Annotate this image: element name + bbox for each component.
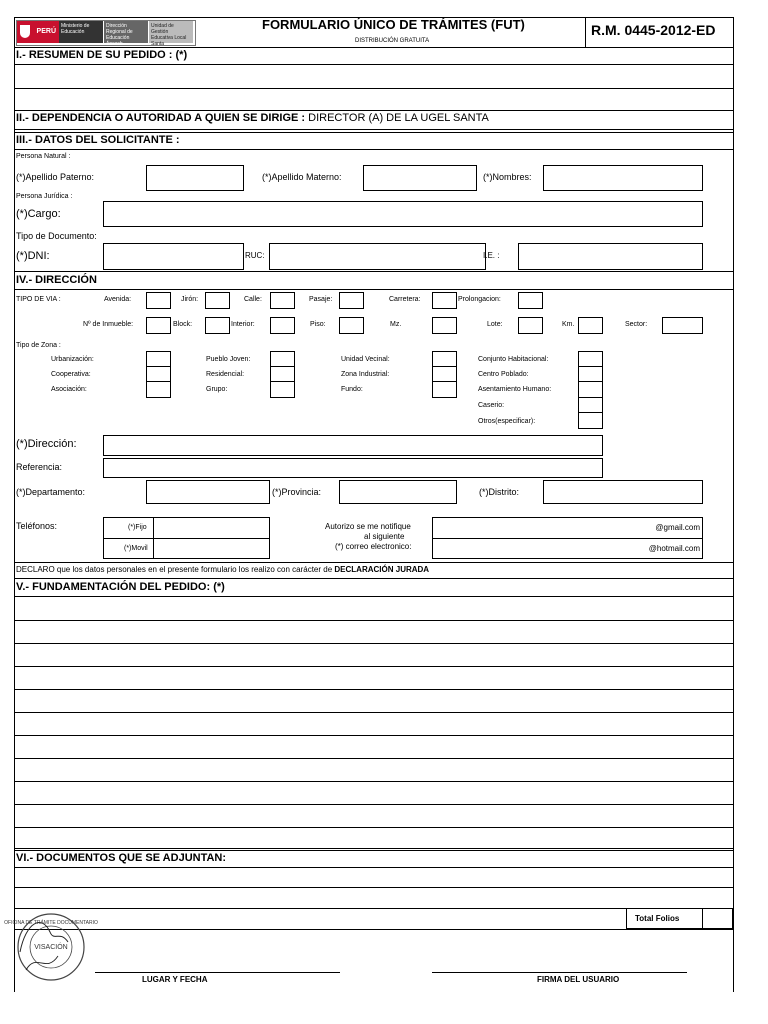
jiron-box[interactable]	[205, 292, 230, 309]
firma-usuario-label: FIRMA DEL USUARIO	[537, 975, 620, 984]
rule	[14, 149, 733, 150]
direccion-label: (*)Dirección:	[16, 438, 77, 450]
sector-box[interactable]	[662, 317, 703, 334]
distrito-input[interactable]	[543, 480, 703, 504]
ie-label: I.E. :	[483, 251, 500, 260]
departamento-input[interactable]	[146, 480, 270, 504]
tipo-zona-label: Tipo de Zona :	[16, 342, 61, 349]
lugar-fecha-label: LUGAR Y FECHA	[142, 975, 208, 984]
section-5-title: V.- FUNDAMENTACIÓN DEL PEDIDO: (*)	[16, 581, 225, 593]
movil-label: (*)Movil	[124, 545, 148, 552]
asentamiento-label: Asentamiento Humano:	[478, 386, 552, 393]
cargo-input[interactable]	[103, 201, 703, 227]
gmail-suffix: @gmail.com	[655, 523, 700, 532]
ruc-input[interactable]	[269, 243, 486, 270]
direccion-input[interactable]	[103, 435, 603, 456]
rule	[14, 47, 733, 48]
provincia-label: (*)Provincia:	[272, 487, 322, 497]
dni-input[interactable]	[103, 243, 244, 270]
rule	[14, 562, 733, 563]
movil-input[interactable]	[154, 539, 269, 558]
telefonos-table	[103, 517, 270, 559]
zona-industrial-box[interactable]	[432, 366, 457, 382]
resumen-line-1[interactable]	[14, 65, 733, 87]
hotmail-suffix: @hotmail.com	[648, 544, 700, 553]
autorizo-label-3: (*) correo electronico:	[335, 542, 412, 551]
asentamiento-box[interactable]	[578, 381, 603, 398]
section-1-title: I.- RESUMEN DE SU PEDIDO : (*)	[16, 49, 188, 61]
calle-label: Calle:	[244, 296, 262, 303]
interior-box[interactable]	[270, 317, 295, 334]
pueblo-joven-label: Pueblo Joven:	[206, 356, 251, 363]
email-table	[432, 517, 703, 559]
rule	[14, 929, 733, 930]
block-label: Block:	[173, 321, 193, 328]
cooperativa-box[interactable]	[146, 366, 171, 382]
declaracion-jurada: DECLARACIÓN JURADA	[334, 565, 430, 574]
apellido-materno-label: (*)Apellido Materno:	[262, 172, 342, 182]
mz-box[interactable]	[432, 317, 457, 334]
urbanizacion-box[interactable]	[146, 351, 171, 367]
rule	[14, 850, 733, 851]
zona-industrial-label: Zona Industrial:	[341, 371, 390, 378]
section-2-label: II.- DEPENDENCIA O AUTORIDAD A QUIEN SE DIRIGE :	[16, 112, 306, 124]
prolongacion-label: Prolongacion:	[458, 296, 501, 303]
section-6-title: VI.- DOCUMENTOS QUE SE ADJUNTAN:	[16, 852, 227, 864]
referencia-input[interactable]	[103, 458, 603, 478]
nombres-input[interactable]	[543, 165, 703, 191]
fundamentacion-area[interactable]	[14, 597, 733, 847]
total-folios-cell	[626, 908, 703, 929]
logo-peru: PERÚ	[17, 21, 59, 43]
lugar-fecha-line	[95, 972, 340, 973]
caserio-label: Caserio:	[478, 402, 505, 409]
jiron-label: Jirón:	[181, 296, 199, 303]
rule	[14, 110, 733, 111]
numero-inmueble-label: Nº de Inmueble:	[83, 321, 134, 328]
rule	[14, 578, 733, 579]
rule	[14, 908, 626, 909]
telefonos-label: Teléfonos:	[16, 521, 58, 531]
declaracion-body: DECLARO que los datos personales en el presente formulario los realizo con carácter de	[16, 565, 333, 574]
logo-strip	[16, 20, 196, 46]
departamento-label: (*)Departamento:	[16, 487, 86, 497]
pasaje-box[interactable]	[339, 292, 364, 309]
avenida-label: Avenida:	[104, 296, 132, 303]
section-4-title: IV.- DIRECCIÓN	[16, 274, 97, 286]
carretera-box[interactable]	[432, 292, 457, 309]
lote-label: Lote:	[487, 321, 503, 328]
documentos-area[interactable]	[14, 868, 733, 908]
block-box[interactable]	[205, 317, 230, 334]
asociacion-label: Asociación:	[51, 386, 87, 393]
rule	[14, 848, 733, 849]
nombres-label: (*)Nombres:	[483, 172, 532, 182]
centro-poblado-box[interactable]	[578, 366, 603, 382]
rule	[14, 271, 733, 272]
otros-label: Otros(especificar):	[478, 418, 536, 425]
stamp-office-text: OFICINA DE TRÁMITE DOCUMENTARIO	[4, 920, 98, 926]
carretera-label: Carretera:	[389, 296, 421, 303]
coat-of-arms-icon	[20, 25, 30, 38]
form-code: R.M. 0445-2012-ED	[591, 22, 716, 38]
form-subtitle: DISTRIBUCIÓN GRATUITA	[355, 38, 430, 44]
interior-label: Interior:	[231, 321, 255, 328]
stamp-seal-icon	[4, 912, 98, 982]
conjunto-habitacional-box[interactable]	[578, 351, 603, 367]
otros-box[interactable]	[578, 412, 603, 429]
rule	[14, 132, 733, 133]
distrito-label: (*)Distrito:	[479, 487, 519, 497]
dni-label: (*)DNI:	[16, 250, 50, 262]
header-divider	[585, 17, 586, 47]
cargo-label: (*)Cargo:	[16, 208, 61, 220]
apellido-materno-input[interactable]	[363, 165, 477, 191]
logo-ugel: Unidad de Gestión Educativa Local Santa	[149, 21, 193, 43]
logo-regional: Dirección Regional de Educación Áncash	[104, 21, 148, 43]
residencial-box[interactable]	[270, 366, 295, 382]
numero-inmueble-box[interactable]	[146, 317, 171, 334]
frame-right	[733, 17, 734, 992]
resumen-line-2[interactable]	[14, 89, 733, 109]
rule	[14, 289, 733, 290]
km-box[interactable]	[578, 317, 603, 334]
visacion-stamp	[4, 912, 98, 982]
autorizo-label-2: al siguiente	[364, 532, 405, 541]
fijo-label: (*)Fijo	[128, 524, 147, 531]
sector-label: Sector:	[625, 321, 648, 328]
apellido-paterno-label: (*)Apellido Paterno:	[16, 172, 95, 182]
autorizo-label-1: Autorizo se me notifique	[325, 522, 411, 531]
section-3-title: III.- DATOS DEL SOLICITANTE :	[16, 134, 180, 146]
asociacion-box[interactable]	[146, 381, 171, 398]
form-title: FORMULARIO ÚNICO DE TRÁMITES (FUT)	[262, 17, 525, 32]
urbanizacion-label: Urbanización:	[51, 356, 94, 363]
cooperativa-label: Cooperativa:	[51, 371, 91, 378]
piso-label: Piso:	[310, 321, 326, 328]
tipo-documento-label: Tipo de Documento:	[16, 231, 97, 241]
declaracion-text	[16, 566, 429, 574]
section-2-title	[16, 113, 489, 124]
fundo-label: Fundo:	[341, 386, 363, 393]
pueblo-joven-box[interactable]	[270, 351, 295, 367]
lote-box[interactable]	[518, 317, 543, 334]
ie-input[interactable]	[518, 243, 703, 270]
prolongacion-box[interactable]	[518, 292, 543, 309]
residencial-label: Residencial:	[206, 371, 245, 378]
grupo-box[interactable]	[270, 381, 295, 398]
stamp-center-text: VISACIÓN	[34, 944, 68, 951]
apellido-paterno-input[interactable]	[146, 165, 244, 191]
centro-poblado-label: Centro Poblado:	[478, 371, 529, 378]
fundo-box[interactable]	[432, 381, 457, 398]
unidad-vecinal-box[interactable]	[432, 351, 457, 367]
rule	[14, 129, 733, 130]
provincia-input[interactable]	[339, 480, 457, 504]
total-folios-input[interactable]	[702, 908, 733, 929]
referencia-label: Referencia:	[16, 462, 63, 472]
avenida-box[interactable]	[146, 292, 171, 309]
km-label: Km.	[562, 321, 575, 328]
conjunto-habitacional-label: Conjunto Habitacional:	[478, 356, 549, 363]
mz-label: Mz.	[390, 321, 402, 328]
dependencia-value: DIRECTOR (A) DE LA UGEL SANTA	[308, 112, 489, 124]
tipo-via-label: TIPO DE VIA :	[16, 296, 61, 303]
piso-box[interactable]	[339, 317, 364, 334]
total-folios-label: Total Folios	[635, 914, 680, 923]
persona-juridica-label: Persona Jurídica :	[16, 193, 73, 200]
pasaje-label: Pasaje:	[309, 296, 333, 303]
logo-ministerio: Ministerio de Educación	[59, 21, 103, 43]
caserio-box[interactable]	[578, 397, 603, 413]
fijo-input[interactable]	[154, 518, 269, 538]
grupo-label: Grupo:	[206, 386, 228, 393]
firma-line	[432, 972, 687, 973]
calle-box[interactable]	[270, 292, 295, 309]
unidad-vecinal-label: Unidad Vecinal:	[341, 356, 390, 363]
persona-natural-label: Persona Natural :	[16, 153, 71, 160]
ruc-label: RUC:	[245, 251, 265, 260]
